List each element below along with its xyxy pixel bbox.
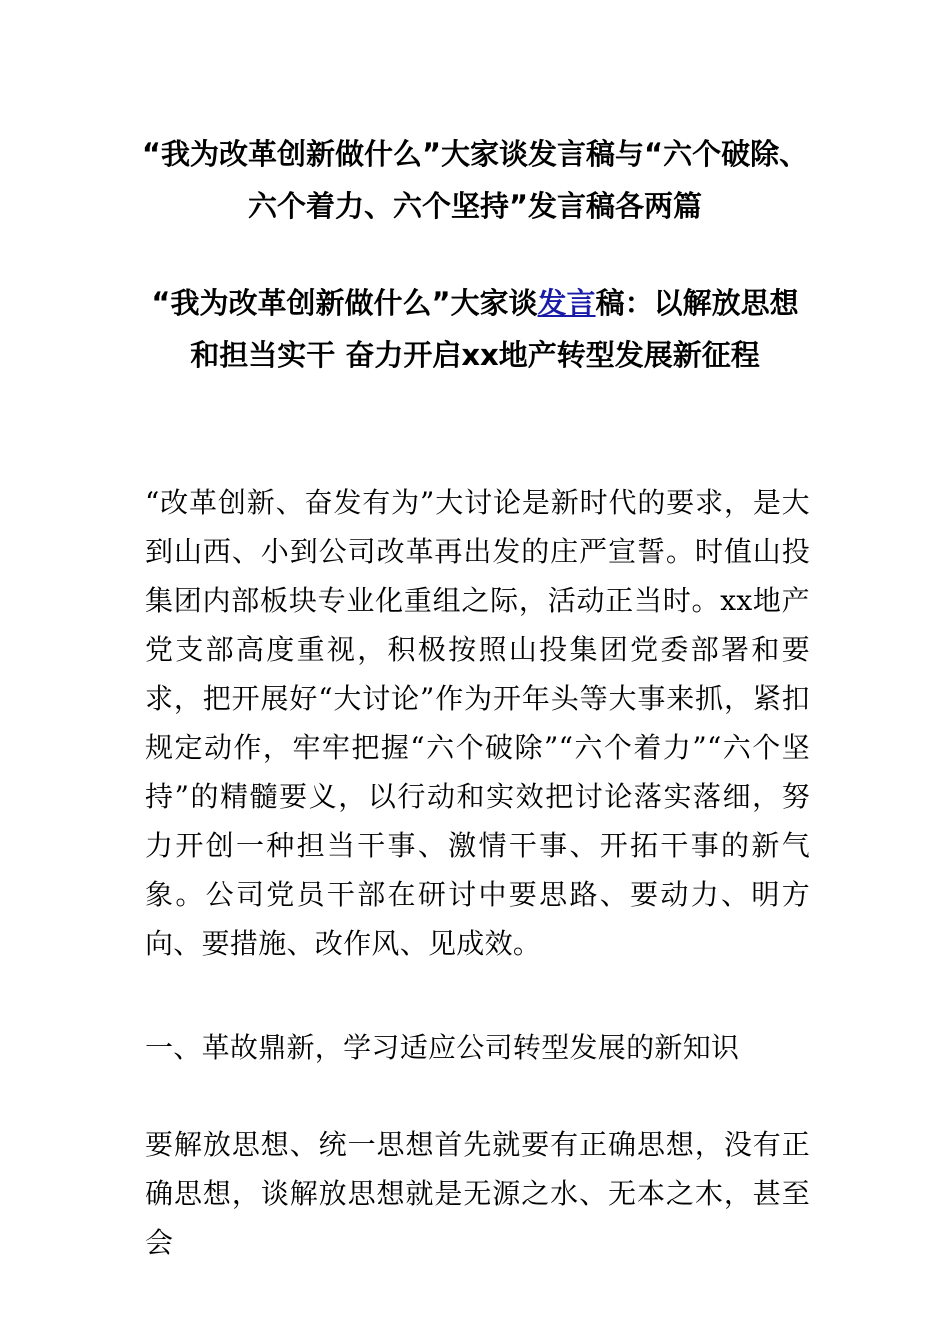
body-paragraph-2: 要解放思想、统一思想首先就要有正确思想，没有正确思想，谈解放思想就是无源之水、无本之木，甚至会 — [145, 1128, 810, 1259]
sub-title-line-1 — [120, 277, 830, 329]
body-paragraph-1: “改革创新、奋发有为”大讨论是新时代的要求，是大到山西、小到公司改革再出发的庄严宣誓。时值山投集团内部板块专业化重组之际，活动正当时。xx地产党支部高度重视，积极按照山投集团党委部署和要求，把开展好“大讨论”作为开年头等大事来抓，紧扣规定动作，牢牢把握“六个破除”“六个着力”“六个坚持”的精髓要义，以行动和实效把讨论落实落细，努力开创一种担当干事、激情干事、开拓干事的新气象。公司党员干部在研讨中要思路、要动力、明方向、要措施、改作风、见成效。 — [145, 486, 810, 960]
main-title — [120, 128, 830, 232]
main-title-line-1: “我为改革创新做什么”大家谈发言稿与“六个破除、 — [141, 137, 809, 171]
main-title-line-2: 六个着力、六个坚持”发言稿各两篇 — [247, 189, 703, 223]
sub-title — [120, 277, 830, 381]
sub-title-suffix: 稿：以解放思想 — [595, 286, 799, 320]
sub-title-link[interactable]: 发言 — [537, 286, 596, 320]
section-heading-1: 一、革故鼎新，学习适应公司转型发展的新知识 — [145, 1031, 740, 1064]
sub-title-prefix: “我为改革创新做什么”大家谈 — [151, 286, 538, 320]
sub-title-line-2: 和担当实干 奋力开启xx地产转型发展新征程 — [190, 338, 760, 372]
